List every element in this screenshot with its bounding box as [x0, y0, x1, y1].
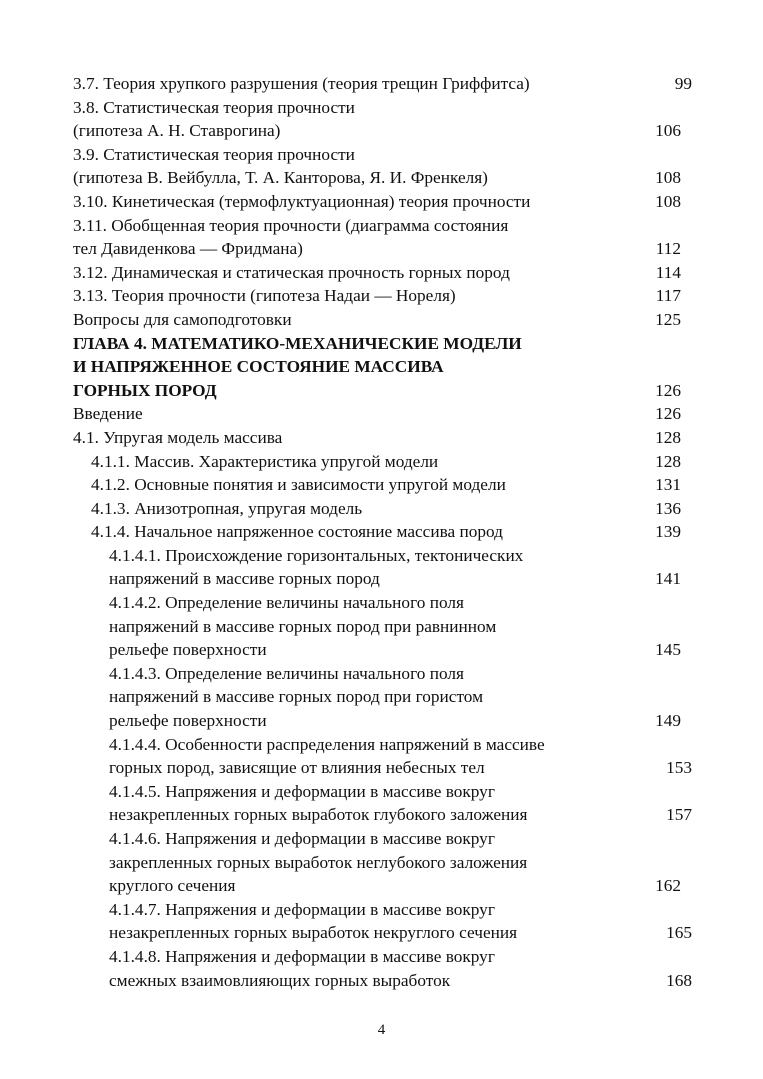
toc-entry	[73, 450, 713, 474]
toc-entry	[73, 402, 713, 426]
toc-page-number: 126	[655, 404, 681, 424]
toc-entry-line: ГЛАВА 4. МАТЕМАТИКО-МЕХАНИЧЕСКИЕ МОДЕЛИ	[73, 333, 522, 353]
toc-page-number: 117	[655, 286, 681, 306]
toc-entry-line: 4.1.4.1. Происхождение горизонтальных, тектонических	[109, 545, 524, 565]
toc-entry-line: ГОРНЫХ ПОРОД	[73, 380, 217, 400]
toc-entry-line: 4.1.4.7. Напряжения и деформации в массиве вокруг	[109, 899, 495, 919]
toc-entry-line: 3.11. Обобщенная теория прочности (диаграмма состояния	[73, 215, 509, 235]
toc-entry	[73, 261, 713, 285]
toc-entry-line: Введение	[73, 404, 143, 424]
toc-page-number: 145	[655, 640, 681, 660]
toc-entry	[73, 591, 713, 662]
toc-entry-line: 3.7. Теория хрупкого разрушения (теория трещин Гриффитса)	[73, 74, 530, 93]
toc-entry	[73, 662, 713, 733]
toc-entry-line: 4.1.3. Анизотропная, упругая модель	[91, 498, 363, 518]
toc-page-number: 165	[666, 923, 692, 943]
toc-entry-line: 3.8. Статистическая теория прочности	[73, 97, 355, 117]
toc-page-number: 136	[655, 498, 681, 518]
toc-entry-line: 4.1. Упругая модель массива	[73, 427, 283, 447]
toc-entry	[73, 308, 713, 332]
toc-entry	[73, 780, 713, 827]
toc-entry-line: 3.10. Кинетическая (термофлуктуационная) теория прочности	[73, 191, 531, 211]
toc-entry	[73, 945, 713, 992]
toc-entry-line: напряжений в массиве горных пород при равнинном	[109, 616, 497, 636]
toc-page-number: 168	[666, 970, 692, 990]
page-number-footer: 4	[377, 1022, 386, 1038]
toc-entry-line: смежных взаимовлияющих горных выработок	[109, 970, 451, 990]
toc-entry-line: 4.1.4.2. Определение величины начального поля	[109, 593, 464, 613]
toc-entry	[73, 143, 713, 190]
toc-entry-line: тел Давиденкова — Фридмана)	[73, 239, 303, 259]
toc-entry-line: 4.1.4.5. Напряжения и деформации в массиве вокруг	[109, 781, 495, 801]
toc-entry	[73, 497, 713, 521]
toc-entry-line: рельефе поверхности	[109, 711, 267, 731]
toc-page-number: 149	[655, 711, 681, 731]
toc-page-number: 99	[674, 74, 692, 93]
toc-page-number: 108	[655, 191, 681, 211]
toc-entry-line: 4.1.4. Начальное напряженное состояние массива пород	[91, 522, 503, 542]
toc-page-number: 128	[655, 451, 681, 471]
toc-page-number: 139	[655, 522, 681, 542]
toc-page-number: 126	[655, 380, 681, 400]
toc-entry-line: 4.1.1. Массив. Характеристика упругой модели	[91, 451, 439, 471]
toc-entry-line: 3.9. Статистическая теория прочности	[73, 144, 355, 164]
toc-entry	[73, 827, 713, 898]
toc-page-number: 153	[666, 758, 692, 778]
toc-entry	[73, 426, 713, 450]
toc-page-number: 125	[655, 309, 681, 329]
toc-entry-line: напряжений в массиве горных пород	[109, 569, 380, 589]
toc-page-number: 162	[655, 876, 681, 896]
toc-page-number: 112	[655, 239, 681, 259]
toc-entry-line: незакрепленных горных выработок некруглого сечения	[109, 923, 518, 943]
toc-entry-line: 3.12. Динамическая и статическая прочность горных пород	[73, 262, 510, 282]
toc-entry-line: (гипотеза А. Н. Ставрогина)	[73, 121, 281, 141]
toc-entry-line: 3.13. Теория прочности (гипотеза Надаи — Нореля)	[73, 286, 456, 306]
toc-entry	[73, 190, 713, 214]
toc-entry	[73, 898, 713, 945]
toc-entry-line: горных пород, зависящие от влияния небесных тел	[109, 758, 485, 778]
toc-page-number: 106	[655, 121, 681, 141]
toc-entry-line: 4.1.4.3. Определение величины начального поля	[109, 663, 464, 683]
toc-page-number: 131	[655, 475, 681, 495]
toc-entry-line: (гипотеза В. Вейбулла, Т. А. Канторова, Я. И. Френкеля)	[73, 168, 488, 188]
toc-entry	[73, 733, 713, 780]
toc-entry-line: 4.1.4.6. Напряжения и деформации в массиве вокруг	[109, 829, 495, 848]
toc-page-number: 157	[666, 805, 692, 825]
toc-entry	[73, 284, 713, 308]
toc-entry	[73, 544, 713, 591]
toc-entry-line: круглого сечения	[109, 876, 236, 896]
toc-entry-line: незакрепленных горных выработок глубокого заложения	[109, 805, 528, 825]
toc-entry-line: рельефе поверхности	[109, 640, 267, 660]
toc-entry-line: И НАПРЯЖЕННОЕ СОСТОЯНИЕ МАССИВА	[73, 357, 444, 377]
toc-entry-line: 4.1.2. Основные понятия и зависимости упругой модели	[91, 475, 506, 495]
toc-entry-line: 4.1.4.4. Особенности распределения напряжений в массиве	[109, 734, 545, 754]
toc-entry	[73, 214, 713, 261]
toc-entry	[73, 96, 713, 143]
toc-entry	[73, 520, 713, 544]
toc-entry-line: Вопросы для самоподготовки	[73, 309, 292, 329]
toc-entry	[73, 72, 713, 96]
toc-entry-line: закрепленных горных выработок неглубокого заложения	[109, 852, 528, 872]
toc-page-number: 108	[655, 168, 681, 188]
toc-entry-line: напряжений в массиве горных пород при гористом	[109, 687, 484, 707]
toc-page-number: 128	[655, 427, 681, 447]
toc-chapter-heading	[73, 332, 713, 403]
toc-entry-line: 4.1.4.8. Напряжения и деформации в массиве вокруг	[109, 946, 495, 966]
table-of-contents	[73, 72, 713, 992]
toc-page-number: 141	[655, 569, 681, 589]
toc-entry	[73, 473, 713, 497]
toc-page-number: 114	[655, 262, 681, 282]
